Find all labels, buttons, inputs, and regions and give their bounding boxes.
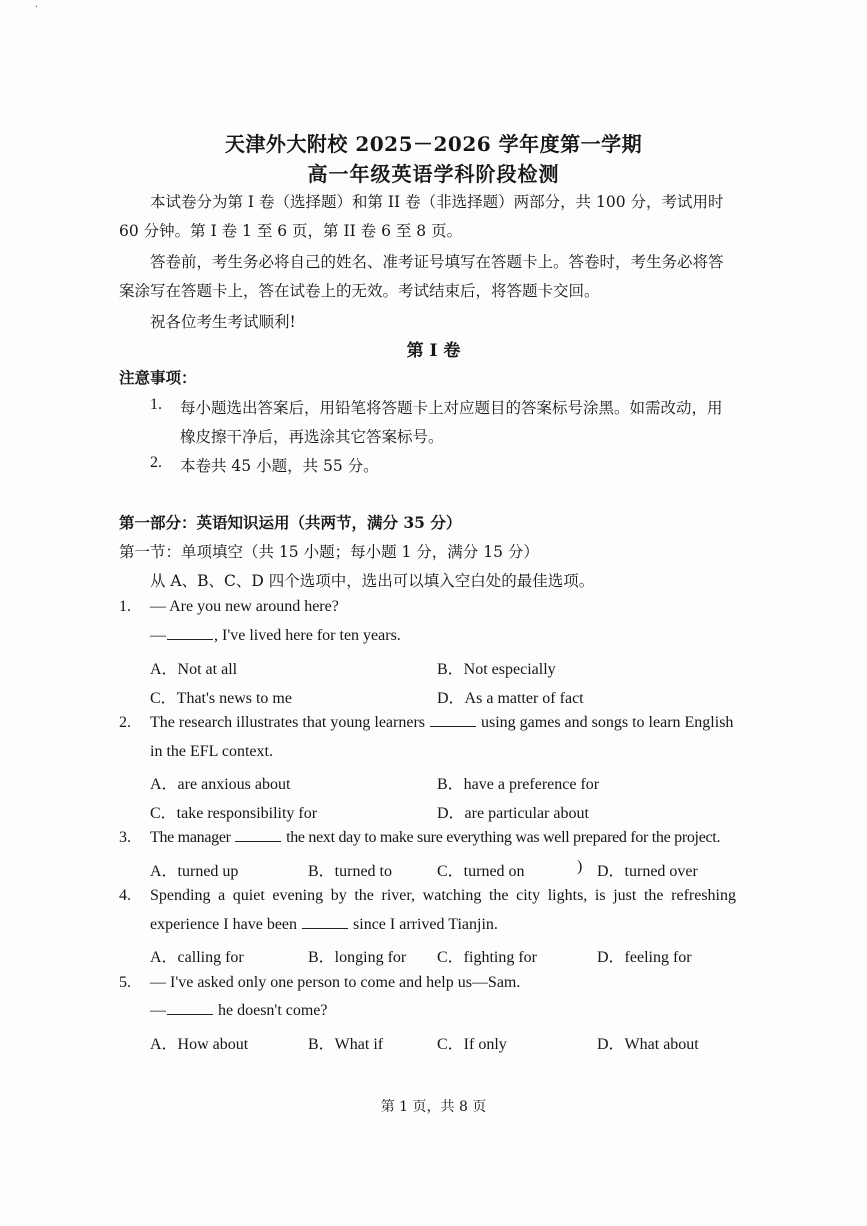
option-d: D．are particular about [437, 805, 589, 822]
question-stem: — Are you new around here? [150, 598, 339, 615]
stray-mark: ) [577, 858, 583, 875]
intro-line-2: 60 分钟。第 I 卷 1 至 6 页，第 II 卷 6 至 8 页。 [119, 222, 463, 240]
question-stem-line-2: in the EFL context. [150, 743, 273, 760]
notes-heading: 注意事项： [119, 368, 197, 387]
option-d: D．feeling for [597, 949, 692, 966]
intro-line-1: 本试卷分为第 I 卷（选择题）和第 II 卷（非选择题）两部分，共 100 分，考试用时 [150, 193, 724, 211]
option-c: C．fighting for [437, 949, 537, 966]
section1-heading: 第一节：单项填空（共 15 小题；每小题 1 分，满分 15 分） [119, 543, 539, 561]
stem-text: The manager [150, 829, 231, 846]
stem-text: the next day to make sure everything was well prepared for the project. [286, 829, 721, 846]
answer-blank [430, 714, 476, 727]
answer-blank [302, 916, 348, 929]
notes-item-1-line-2: 橡皮擦干净后，再选涂其它答案标号。 [180, 428, 444, 446]
option-a: A．How about [150, 1036, 249, 1053]
answer-blank [167, 1002, 213, 1015]
option-c: C．take responsibility for [150, 805, 318, 822]
notes-item-2-number: 2. [150, 454, 162, 471]
exam-subtitle: 高一年级英语学科阶段检测 [307, 162, 560, 186]
dash: — [150, 627, 166, 644]
stem-text: since I arrived Tianjin. [353, 916, 498, 933]
volume-title: 第 I 卷 [406, 341, 461, 361]
notes-item-1-number: 1. [150, 396, 162, 413]
stem-text: , I've lived here for ten years. [214, 627, 401, 644]
scan-mark: · [35, 2, 39, 13]
option-c: C．That's news to me [150, 690, 292, 707]
question-stem-line-2 [150, 1002, 328, 1020]
notes-item-2-line-1: 本卷共 45 小题，共 55 分。 [180, 457, 379, 475]
answer-blank [167, 627, 213, 640]
option-d: D．What about [597, 1036, 699, 1053]
dash: — [150, 1002, 166, 1019]
stem-text: The research illustrates that young learners [150, 714, 425, 731]
question-number: 3. [119, 829, 131, 846]
question-stem [150, 829, 720, 847]
question-number: 1. [119, 598, 131, 615]
option-b: B．turned to [308, 863, 392, 880]
option-c: C．If only [437, 1036, 507, 1053]
intro-line-3: 答卷前，考生务必将自己的姓名、准考证号填写在答题卡上。答卷时，考生务必将答 [150, 253, 724, 271]
page-footer: 第 1 页，共 8 页 [380, 1099, 487, 1115]
option-a: A．are anxious about [150, 776, 291, 793]
question-stem: Spending a quiet evening by the river, watching the city lights, is just the refreshing [150, 887, 736, 904]
intro-line-4: 案涂写在答题卡上，答在试卷上的无效。考试结束后，将答题卡交回。 [119, 282, 600, 300]
question-number: 5. [119, 974, 131, 991]
section1-instruction: 从 A、B、C、D 四个选项中，选出可以填入空白处的最佳选项。 [150, 572, 595, 590]
question-stem-line-2 [150, 627, 401, 645]
notes-item-1-line-1: 每小题选出答案后，用铅笔将答题卡上对应题目的答案标号涂黑。如需改动，用 [180, 399, 723, 417]
stem-text: using games and songs to learn English [481, 714, 734, 731]
question-number: 2. [119, 714, 131, 731]
option-c: C．turned on [437, 863, 525, 880]
intro-line-5: 祝各位考生考试顺利! [150, 313, 296, 331]
answer-blank [235, 829, 281, 842]
question-number: 4. [119, 887, 131, 904]
stem-text: he doesn't come? [218, 1002, 328, 1019]
question-stem [150, 714, 733, 732]
question-stem-line-2 [150, 916, 498, 934]
option-b: B．have a preference for [437, 776, 600, 793]
option-a: A．calling for [150, 949, 244, 966]
option-a: A．Not at all [150, 661, 238, 678]
option-b: B．Not especially [437, 661, 556, 678]
exam-title: 天津外大附校 2025－2026 学年度第一学期 [224, 132, 643, 156]
stem-text: experience I have been [150, 916, 298, 933]
question-stem: — I've asked only one person to come and help us—Sam. [150, 974, 521, 991]
option-b: B．longing for [308, 949, 407, 966]
option-d: D．As a matter of fact [437, 690, 584, 707]
part1-heading: 第一部分：英语知识运用（共两节，满分 35 分） [119, 513, 462, 532]
option-d: D．turned over [597, 863, 698, 880]
option-b: B．What if [308, 1036, 384, 1053]
option-a: A．turned up [150, 863, 239, 880]
